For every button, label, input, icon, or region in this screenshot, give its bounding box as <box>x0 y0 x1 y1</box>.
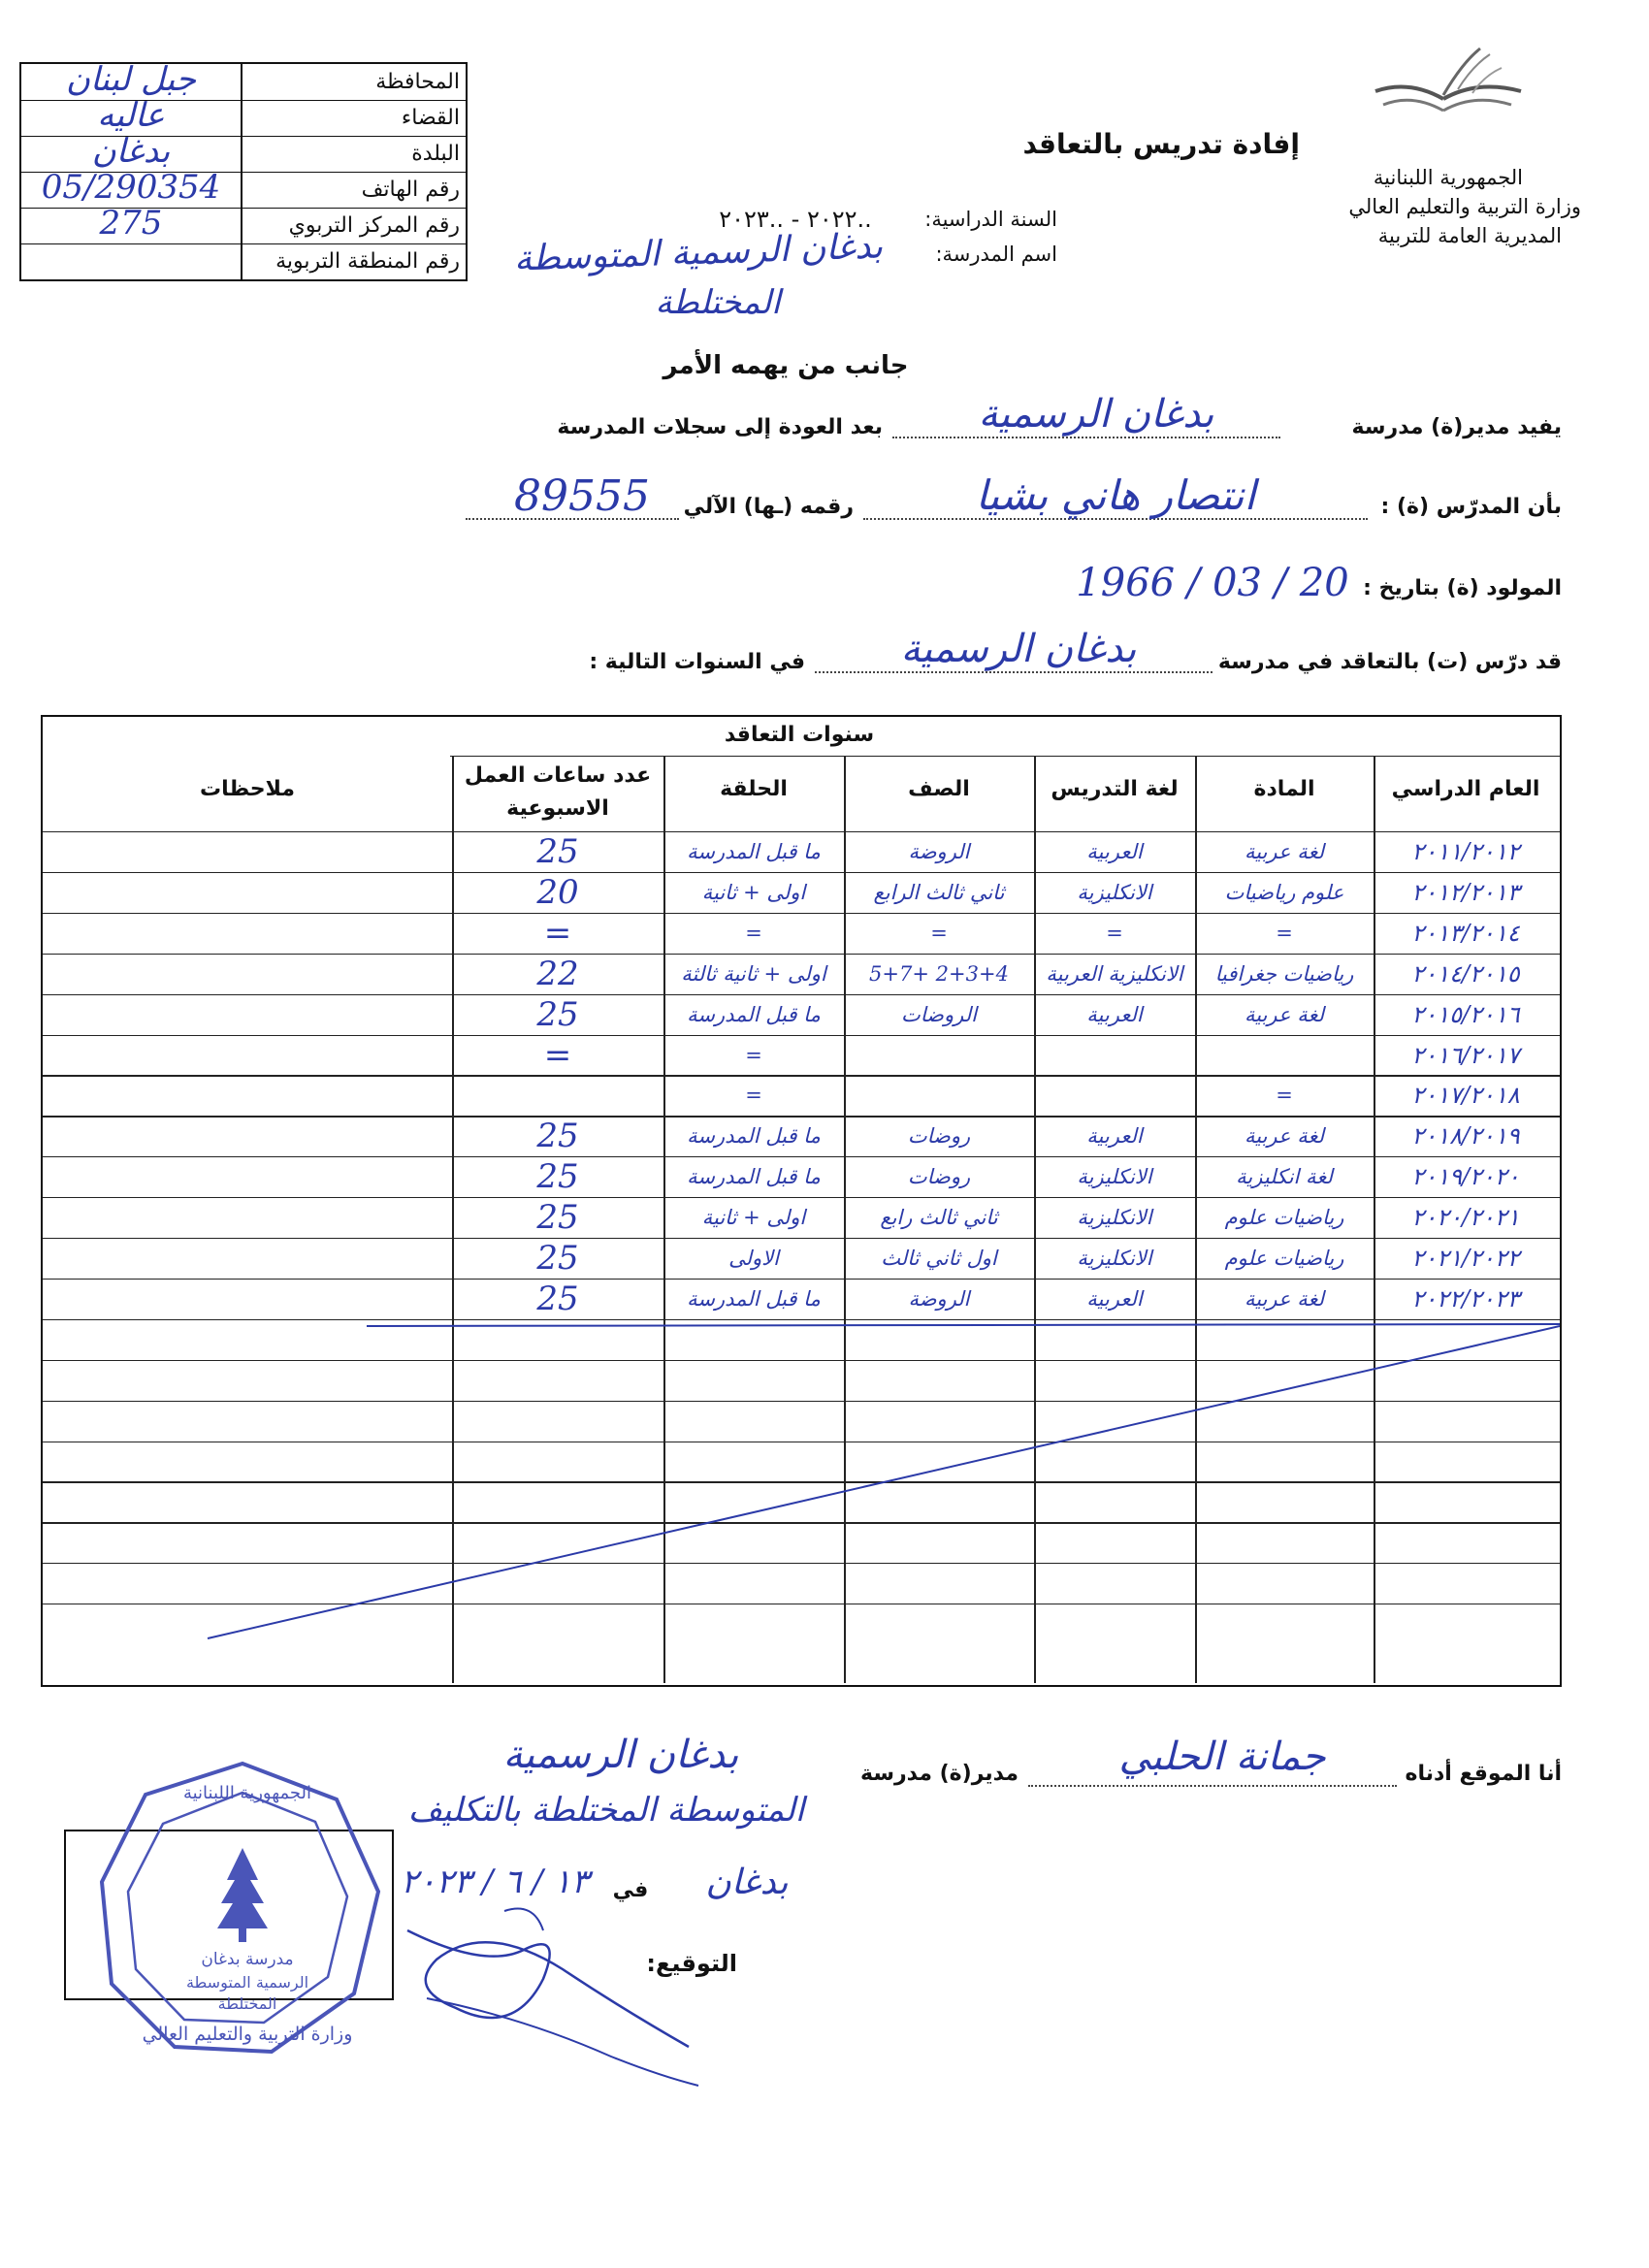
birthdate-label: المولود (ة) بتاريخ : <box>1363 576 1562 600</box>
table-cell-language: الانكليزية <box>1077 1206 1152 1230</box>
district-label: القضاء <box>401 106 460 130</box>
table-cell-hours: = <box>543 1035 572 1075</box>
table-cell-language: العربية <box>1086 1124 1143 1149</box>
place-handwriting: بدغان <box>705 1863 789 1902</box>
table-cell-language: العربية <box>1086 1286 1143 1311</box>
contract-years-table <box>41 715 1562 1687</box>
table-cell-class: اول ثاني ثالث <box>881 1247 997 1270</box>
page-title: إفادة تدريس بالتعاقد <box>1022 128 1300 160</box>
phone-label: رقم الهاتف <box>361 178 460 202</box>
table-cell-class: ثاني ثالث الرابع <box>873 880 1005 904</box>
addressee-heading: جانب من يهمه الأمر <box>663 351 909 380</box>
ministry-logo <box>1366 43 1531 140</box>
table-cell-language: = <box>1106 921 1123 945</box>
region-number-value <box>23 240 239 278</box>
school-name-label: اسم المدرسة: <box>935 243 1057 266</box>
birthdate-handwriting: 1966 / 03 / 20 <box>1076 561 1349 605</box>
auto-number-label: رقمه (ـها) الآلي <box>683 495 854 519</box>
table-cell-hours: 25 <box>536 1157 579 1197</box>
principal-label: مدير(ة) مدرسة <box>859 1762 1018 1786</box>
table-cell-language: العربية <box>1086 1002 1143 1026</box>
undersigned-handwriting: جمانة الحلبي <box>1118 1734 1326 1779</box>
district-value: عاليه <box>97 96 165 135</box>
following-years-label: في السنوات التالية : <box>589 650 805 674</box>
table-cell-hours: 22 <box>536 954 579 993</box>
table-cell-class: ثاني ثالث رابع <box>880 1206 998 1230</box>
col-header-subject: المادة <box>1253 777 1315 801</box>
table-cell-hours: 25 <box>536 1239 579 1278</box>
table-cell-class: = <box>930 921 948 945</box>
table-cell-subject: رياضيات علوم <box>1224 1247 1344 1270</box>
col-header-cycle: الحلقة <box>720 777 788 801</box>
table-cell-year: ٢٠١٩/٢٠٢٠ <box>1411 1163 1520 1191</box>
stamp-text-mixed: المختلطة <box>217 1994 277 2013</box>
table-cell-year: ٢٠١٦/٢٠١٧ <box>1411 1041 1520 1069</box>
center-number-label: رقم المركز التربوي <box>288 213 460 238</box>
table-strike-diagonal <box>43 717 1560 1685</box>
table-cell-class: الروضات <box>901 1002 977 1026</box>
table-cell-subject: لغة عربية <box>1244 840 1325 863</box>
teacher-label: بأن المدرّس (ة) : <box>1380 495 1562 519</box>
table-cell-cycle: = <box>745 1043 762 1067</box>
table-cell-cycle: = <box>745 1084 762 1108</box>
school-name-handwriting-2: المختلطة <box>655 283 781 322</box>
table-cell-hours: 20 <box>536 872 579 912</box>
table-cell-cycle: ما قبل المدرسة <box>687 1124 821 1149</box>
ministry-line: وزارة التربية والتعليم العالي <box>1348 195 1581 218</box>
undersigned-label: أنا الموقع أدناه <box>1405 1762 1562 1786</box>
table-cell-cycle: اولى + ثانية <box>701 1206 806 1230</box>
table-cell-cycle: ما قبل المدرسة <box>687 840 821 863</box>
table-cell-cycle: = <box>745 921 762 945</box>
academic-year-value: ..٢٠٢٢ - ..٢٠٢٣ <box>719 206 872 233</box>
table-cell-year: ٢٠١٤/٢٠١٥ <box>1411 959 1520 988</box>
table-cell-subject: رياضيات جغرافيا <box>1214 961 1354 986</box>
table-cell-subject: لغة انكليزية <box>1236 1165 1333 1189</box>
table-cell-year: ٢٠٢١/٢٠٢٢ <box>1411 1245 1520 1272</box>
stamp-text-ministry: وزارة التربية والتعليم العالي <box>142 2024 353 2045</box>
table-cell-subject: = <box>1276 921 1293 945</box>
teacher-name-handwriting: انتصار هاني بشيا <box>975 471 1256 519</box>
table-cell-year: ٢٠١٨/٢٠١٩ <box>1411 1122 1520 1150</box>
stamp-text-school: مدرسة بدغان <box>201 1950 294 1969</box>
table-cell-hours: 25 <box>536 1198 579 1238</box>
table-cell-subject: رياضيات علوم <box>1224 1206 1344 1230</box>
governorate-label: المحافظة <box>375 70 460 94</box>
table-cell-language: الانكليزية <box>1077 1165 1152 1189</box>
col-header-language: لغة التدريس <box>1051 777 1179 801</box>
table-cell-subject: لغة عربية <box>1244 1124 1325 1149</box>
table-cell-subject: لغة عربية <box>1244 1002 1325 1026</box>
table-cell-year: ٢٠٢٠/٢٠٢١ <box>1411 1204 1520 1232</box>
col-header-hours: عدد ساعات العمل الاسبوعية <box>464 763 652 821</box>
table-cell-language: الانكليزية العربية <box>1046 961 1183 986</box>
table-cell-language: الانكليزية <box>1077 1247 1152 1270</box>
table-cell-class: روضات <box>907 1165 971 1189</box>
governorate-value: جبل لبنان <box>65 60 197 99</box>
center-number-value: 275 <box>99 204 163 243</box>
principal-school-handwriting-2: المتوسطة المختلطة بالتكليف <box>407 1791 805 1830</box>
table-cell-cycle: اولى + ثانية ثالثة <box>681 961 826 986</box>
table-cell-class: الروضة <box>908 840 970 863</box>
table-cell-class: 2+3+4 +5+7 <box>869 961 1009 986</box>
col-header-year: العام الدراسي <box>1391 777 1540 801</box>
table-cell-hours: 25 <box>536 832 579 871</box>
town-value: بدغان <box>91 132 171 171</box>
table-cell-hours: 25 <box>536 1117 579 1156</box>
republic-header <box>1261 163 1581 250</box>
table-group-title: سنوات التعاقد <box>724 723 875 747</box>
certify-label: يفيد مدير(ة) مدرسة <box>1351 415 1562 439</box>
records-label: بعد العودة إلى سجلات المدرسة <box>557 415 883 439</box>
table-cell-cycle: ما قبل المدرسة <box>687 1165 821 1189</box>
table-cell-hours: 25 <box>536 1279 579 1318</box>
in-label: في <box>612 1878 649 1902</box>
directorate-line: المديرية العامة للتربية <box>1377 224 1562 247</box>
principal-school-handwriting: بدغان الرسمية <box>502 1733 739 1777</box>
signature-scribble <box>369 1892 737 2105</box>
stamp-text-official: الرسمية المتوسطة <box>185 1973 309 1992</box>
table-cell-year: ٢٠١١/٢٠١٢ <box>1411 838 1520 865</box>
table-cell-subject: علوم رياضيات <box>1224 880 1344 904</box>
table-cell-cycle: الاولى <box>728 1247 779 1270</box>
republic-line: الجمهورية اللبنانية <box>1373 166 1523 189</box>
table-cell-subject: = <box>1276 1084 1293 1108</box>
town-label: البلدة <box>411 142 460 166</box>
table-cell-subject: لغة عربية <box>1244 1286 1325 1311</box>
region-number-label: رقم المنطقة التربوية <box>275 249 460 274</box>
date-handwriting: ١٣ / ٦ / ٢٠٢٣ <box>401 1863 589 1901</box>
table-cell-hours: = <box>543 913 572 953</box>
col-header-class: الصف <box>908 777 970 801</box>
signature-label: التوقيع: <box>646 1950 737 1977</box>
phone-value: 05/290354 <box>41 168 221 207</box>
auto-number-handwriting: 89555 <box>514 471 650 521</box>
location-info-box <box>19 62 468 281</box>
info-row-region <box>21 243 466 279</box>
certify-school-handwriting: بدغان الرسمية <box>978 392 1214 437</box>
taught-label: قد درّس (ت) بالتعاقد في مدرسة <box>1217 650 1562 674</box>
table-cell-year: ٢٠١٣/٢٠١٤ <box>1411 919 1520 947</box>
taught-school-handwriting: بدغان الرسمية <box>900 627 1137 671</box>
table-cell-year: ٢٠١٧/٢٠١٨ <box>1411 1082 1520 1110</box>
table-cell-cycle: ما قبل المدرسة <box>687 1002 821 1026</box>
col-header-notes: ملاحظات <box>200 777 295 801</box>
school-name-handwriting: بدغان الرسمية المتوسطة <box>513 226 884 279</box>
table-cell-year: ٢٠١٥/٢٠١٦ <box>1411 1000 1520 1028</box>
table-cell-class: روضات <box>907 1124 971 1149</box>
table-cell-cycle: اولى + ثانية <box>701 880 806 904</box>
table-cell-language: الانكليزية <box>1077 880 1152 904</box>
table-cell-hours: 25 <box>536 994 579 1034</box>
table-cell-class: الروضة <box>908 1286 970 1311</box>
table-cell-cycle: ما قبل المدرسة <box>687 1286 821 1311</box>
table-cell-year: ٢٠١٢/٢٠١٣ <box>1411 878 1520 906</box>
academic-year-label: السنة الدراسية: <box>924 208 1057 231</box>
table-cell-language: العربية <box>1086 840 1143 863</box>
table-cell-year: ٢٠٢٢/٢٠٢٣ <box>1411 1284 1520 1312</box>
stamp-text-top: الجمهورية اللبنانية <box>182 1783 312 1803</box>
